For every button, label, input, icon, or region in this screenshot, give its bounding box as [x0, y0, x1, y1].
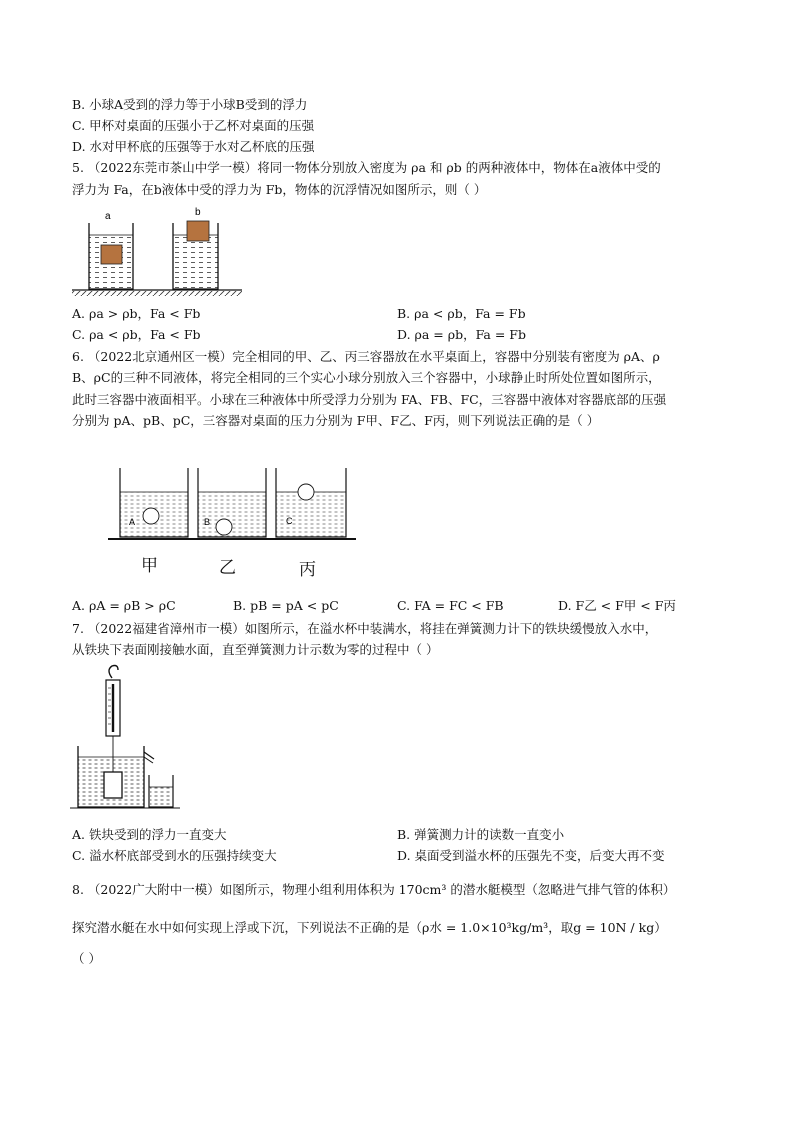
q6-caption-yi: 乙	[219, 558, 236, 578]
q5-block-a	[101, 245, 122, 264]
q6-stem-line1: 6. （2022北京通州区一模）完全相同的甲、乙、丙三容器放在水平桌面上，容器中分别装有密度为 ρA、ρ	[72, 349, 660, 364]
q6-stem-line3: 此时三容器中液面相平。小球在三种液体中所受浮力分别为 FA、FB、FC，三容器中液体对容器底部的压强	[72, 392, 667, 407]
q6-stem-line2: B、ρC的三种不同液体，将完全相同的三个实心小球分别放入三个容器中，小球静止时所处位置如图所示，	[72, 370, 661, 385]
q7-figure	[70, 662, 185, 812]
q7-option-c: C. 溢水杯底部受到水的压强持续变大	[72, 848, 277, 863]
q5-stem-line1: 5. （2022东莞市茶山中学一模）将同一物体分别放入密度为 ρa 和 ρb 的两种液体中，物体在a液体中受的	[72, 160, 661, 175]
q5-figure	[70, 205, 250, 297]
q6-ball-c	[298, 484, 314, 500]
q7-option-d: D. 桌面受到溢水杯的压强先不变，后变大再不变	[397, 848, 665, 863]
q6-stem-line4: 分别为 pA、pB、pC，三容器对桌面的压力分别为 F甲、F乙、F丙，则下列说法正确的是（ ）	[72, 413, 600, 428]
prev-option-b: B. 小球A受到的浮力等于小球B受到的浮力	[72, 97, 308, 112]
q5-option-c: C. ρa < ρb，Fa < Fb	[72, 327, 201, 342]
q8-stem-line2: 探究潜水艇在水中如何实现上浮或下沉，下列说法不正确的是（ρ水 = 1.0×10³kg/m³，取g = 10N / kg）	[72, 920, 667, 935]
q6-ball-a	[143, 508, 159, 524]
q7-stem-line2: 从铁块下表面刚接触水面，直至弹簧测力计示数为零的过程中（ ）	[72, 642, 439, 657]
q6-option-a: A. ρA = ρB > ρC	[72, 598, 176, 613]
prev-option-c: C. 甲杯对桌面的压强小于乙杯对桌面的压强	[72, 118, 315, 133]
q5-option-d: D. ρa = ρb，Fa = Fb	[397, 327, 526, 342]
q5-stem-line2: 浮力为 Fa，在b液体中受的浮力为 Fb，物体的沉浮情况如图所示，则（ ）	[72, 182, 487, 197]
q5-option-b: B. ρa < ρb，Fa = Fb	[397, 306, 526, 321]
q6-caption-bing: 丙	[299, 560, 316, 580]
prev-option-d: D. 水对甲杯底的压强等于水对乙杯底的压强	[72, 139, 315, 154]
q5-label-a: a	[105, 211, 111, 222]
q6-figure	[106, 466, 356, 546]
q5-block-b	[187, 221, 209, 241]
q6-option-c: C. FA = FC < FB	[397, 598, 504, 613]
q6-label-c: C	[286, 516, 293, 526]
q5-option-a: A. ρa > ρb，Fa < Fb	[72, 306, 201, 321]
q6-label-a: A	[129, 517, 136, 527]
q8-stem-line3: （ ）	[72, 951, 101, 966]
q7-option-a: A. 铁块受到的浮力一直变大	[72, 827, 227, 842]
q7-option-b: B. 弹簧测力计的读数一直变小	[397, 827, 565, 842]
q6-option-d: D. F乙 < F甲 < F丙	[558, 598, 676, 613]
q5-label-b: b	[195, 207, 201, 218]
q8-stem-line1: 8. （2022广大附中一模）如图所示，物理小组利用体积为 170cm³ 的潜水艇模型（忽略进气排气管的体积）	[72, 882, 676, 897]
q6-caption-jia: 甲	[141, 556, 158, 576]
q6-option-b: B. pB = pA < pC	[233, 598, 339, 613]
q6-ball-b	[216, 519, 232, 535]
q7-stem-line1: 7. （2022福建省漳州市一模）如图所示，在溢水杯中装满水，将挂在弹簧测力计下的铁块缓慢放入水中，	[72, 621, 658, 636]
q6-label-b: B	[204, 517, 211, 527]
